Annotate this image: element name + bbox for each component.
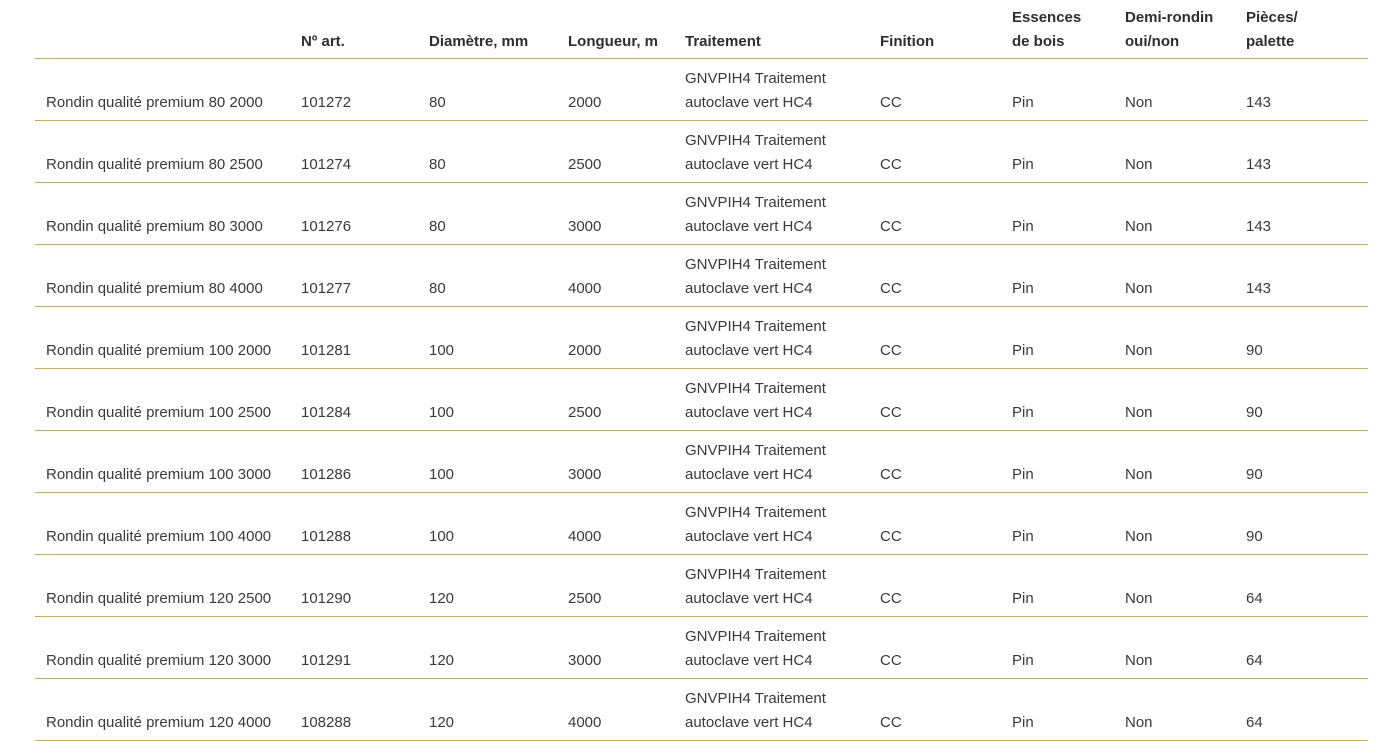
cell-longueur: 2500	[568, 590, 602, 607]
cell-finition: CC	[880, 714, 902, 731]
cell-traitement-line: GNVPIH4 Traitement	[685, 318, 826, 335]
cell-traitement-line: GNVPIH4 Traitement	[685, 690, 826, 707]
header-pieces-line1: Pièces/	[1246, 9, 1298, 26]
cell-longueur: 4000	[568, 280, 602, 297]
table-header-row	[35, 0, 1368, 59]
cell-essence: Pin	[1012, 342, 1034, 359]
cell-finition: CC	[880, 528, 902, 545]
cell-name: Rondin qualité premium 80 3000	[46, 218, 263, 235]
cell-demi-rondin: Non	[1125, 156, 1153, 173]
cell-demi-rondin: Non	[1125, 714, 1153, 731]
cell-art: 101284	[301, 404, 352, 421]
cell-finition: CC	[880, 466, 902, 483]
cell-traitement	[685, 253, 826, 301]
cell-traitement-line: autoclave vert HC4	[685, 280, 813, 297]
cell-essence: Pin	[1012, 218, 1034, 235]
cell-traitement	[685, 315, 826, 363]
header-demi-rondin	[1125, 6, 1213, 54]
header-longueur: Longueur, m	[568, 33, 658, 50]
cell-diametre: 80	[429, 280, 446, 297]
table-row	[35, 493, 1368, 555]
cell-art: 101276	[301, 218, 352, 235]
cell-finition: CC	[880, 590, 902, 607]
header-essences-line2: de bois	[1012, 33, 1065, 50]
cell-demi-rondin: Non	[1125, 652, 1153, 669]
cell-longueur: 4000	[568, 714, 602, 731]
cell-longueur: 2500	[568, 404, 602, 421]
product-table	[35, 0, 1368, 741]
cell-traitement	[685, 191, 826, 239]
cell-traitement	[685, 129, 826, 177]
cell-traitement-line: GNVPIH4 Traitement	[685, 380, 826, 397]
cell-essence: Pin	[1012, 590, 1034, 607]
header-essences-line1: Essences	[1012, 9, 1082, 26]
cell-pieces: 143	[1246, 156, 1272, 173]
cell-art: 101288	[301, 528, 352, 545]
cell-traitement	[685, 377, 826, 425]
cell-art: 101281	[301, 342, 352, 359]
cell-diametre: 100	[429, 466, 455, 483]
cell-essence: Pin	[1012, 280, 1034, 297]
header-pieces	[1246, 6, 1298, 54]
cell-demi-rondin: Non	[1125, 528, 1153, 545]
cell-traitement-line: autoclave vert HC4	[685, 342, 813, 359]
cell-name: Rondin qualité premium 120 4000	[46, 714, 272, 731]
cell-essence: Pin	[1012, 652, 1034, 669]
cell-name: Rondin qualité premium 80 2500	[46, 156, 263, 173]
header-demi-line1: Demi-rondin	[1125, 9, 1214, 26]
cell-name: Rondin qualité premium 120 3000	[46, 652, 272, 669]
cell-pieces: 64	[1246, 714, 1263, 731]
header-diametre: Diamètre, mm	[429, 33, 529, 50]
cell-traitement-line: autoclave vert HC4	[685, 714, 813, 731]
cell-diametre: 80	[429, 94, 446, 111]
cell-demi-rondin: Non	[1125, 590, 1153, 607]
table-row	[35, 121, 1368, 183]
cell-diametre: 80	[429, 218, 446, 235]
cell-name: Rondin qualité premium 80 2000	[46, 94, 263, 111]
cell-pieces: 143	[1246, 280, 1272, 297]
cell-essence: Pin	[1012, 528, 1034, 545]
cell-art: 101274	[301, 156, 352, 173]
cell-essence: Pin	[1012, 466, 1034, 483]
cell-finition: CC	[880, 218, 902, 235]
cell-art: 101290	[301, 590, 352, 607]
header-traitement: Traitement	[685, 33, 761, 50]
cell-traitement-line: GNVPIH4 Traitement	[685, 194, 826, 211]
cell-traitement	[685, 625, 826, 673]
cell-pieces: 64	[1246, 590, 1263, 607]
cell-demi-rondin: Non	[1125, 218, 1153, 235]
cell-traitement-line: GNVPIH4 Traitement	[685, 70, 826, 87]
cell-finition: CC	[880, 342, 902, 359]
cell-traitement-line: GNVPIH4 Traitement	[685, 132, 826, 149]
cell-pieces: 90	[1246, 404, 1263, 421]
cell-art: 108288	[301, 714, 352, 731]
cell-traitement-line: GNVPIH4 Traitement	[685, 628, 826, 645]
cell-finition: CC	[880, 94, 902, 111]
cell-longueur: 3000	[568, 218, 602, 235]
cell-diametre: 80	[429, 156, 446, 173]
cell-traitement-line: autoclave vert HC4	[685, 652, 813, 669]
cell-traitement-line: autoclave vert HC4	[685, 218, 813, 235]
cell-diametre: 120	[429, 590, 455, 607]
cell-name: Rondin qualité premium 100 4000	[46, 528, 272, 545]
cell-traitement-line: autoclave vert HC4	[685, 590, 813, 607]
cell-longueur: 2000	[568, 342, 602, 359]
cell-name: Rondin qualité premium 100 2500	[46, 404, 272, 421]
cell-name: Rondin qualité premium 100 2000	[46, 342, 272, 359]
header-pieces-line2: palette	[1246, 33, 1295, 50]
cell-traitement	[685, 501, 826, 549]
cell-traitement-line: GNVPIH4 Traitement	[685, 504, 826, 521]
table-row	[35, 617, 1368, 679]
cell-essence: Pin	[1012, 156, 1034, 173]
header-art: Nº art.	[301, 33, 345, 50]
cell-pieces: 90	[1246, 528, 1263, 545]
cell-traitement-line: autoclave vert HC4	[685, 404, 813, 421]
cell-diametre: 120	[429, 714, 455, 731]
cell-traitement-line: autoclave vert HC4	[685, 466, 813, 483]
cell-name: Rondin qualité premium 100 3000	[46, 466, 272, 483]
header-essences	[1012, 6, 1081, 54]
cell-pieces: 64	[1246, 652, 1263, 669]
cell-demi-rondin: Non	[1125, 466, 1153, 483]
header-demi-line2: oui/non	[1125, 33, 1180, 50]
cell-name: Rondin qualité premium 120 2500	[46, 590, 272, 607]
cell-essence: Pin	[1012, 714, 1034, 731]
cell-longueur: 2500	[568, 156, 602, 173]
cell-pieces: 143	[1246, 218, 1272, 235]
cell-diametre: 100	[429, 342, 455, 359]
cell-finition: CC	[880, 652, 902, 669]
cell-art: 101286	[301, 466, 352, 483]
cell-traitement	[685, 687, 826, 735]
cell-finition: CC	[880, 404, 902, 421]
table-row	[35, 679, 1368, 741]
table-row	[35, 431, 1368, 493]
cell-diametre: 120	[429, 652, 455, 669]
cell-longueur: 2000	[568, 94, 602, 111]
cell-pieces: 143	[1246, 94, 1272, 111]
table-body	[35, 59, 1368, 741]
cell-art: 101291	[301, 652, 352, 669]
cell-traitement-line: GNVPIH4 Traitement	[685, 442, 826, 459]
cell-essence: Pin	[1012, 94, 1034, 111]
cell-traitement-line: autoclave vert HC4	[685, 94, 813, 111]
table-row	[35, 555, 1368, 617]
cell-art: 101277	[301, 280, 352, 297]
cell-longueur: 3000	[568, 652, 602, 669]
cell-traitement	[685, 563, 826, 611]
cell-traitement-line: autoclave vert HC4	[685, 156, 813, 173]
table-row	[35, 245, 1368, 307]
cell-demi-rondin: Non	[1125, 404, 1153, 421]
header-finition: Finition	[880, 33, 935, 50]
table-row	[35, 183, 1368, 245]
cell-finition: CC	[880, 280, 902, 297]
cell-finition: CC	[880, 156, 902, 173]
cell-longueur: 4000	[568, 528, 602, 545]
table-row	[35, 59, 1368, 121]
cell-diametre: 100	[429, 404, 455, 421]
cell-traitement	[685, 67, 826, 115]
table-row	[35, 369, 1368, 431]
cell-demi-rondin: Non	[1125, 342, 1153, 359]
cell-pieces: 90	[1246, 342, 1263, 359]
cell-name: Rondin qualité premium 80 4000	[46, 280, 263, 297]
cell-art: 101272	[301, 94, 352, 111]
cell-longueur: 3000	[568, 466, 602, 483]
cell-demi-rondin: Non	[1125, 280, 1153, 297]
table-row	[35, 307, 1368, 369]
cell-diametre: 100	[429, 528, 455, 545]
cell-essence: Pin	[1012, 404, 1034, 421]
cell-pieces: 90	[1246, 466, 1263, 483]
cell-traitement-line: autoclave vert HC4	[685, 528, 813, 545]
cell-traitement-line: GNVPIH4 Traitement	[685, 566, 826, 583]
cell-traitement	[685, 439, 826, 487]
cell-demi-rondin: Non	[1125, 94, 1153, 111]
cell-traitement-line: GNVPIH4 Traitement	[685, 256, 826, 273]
